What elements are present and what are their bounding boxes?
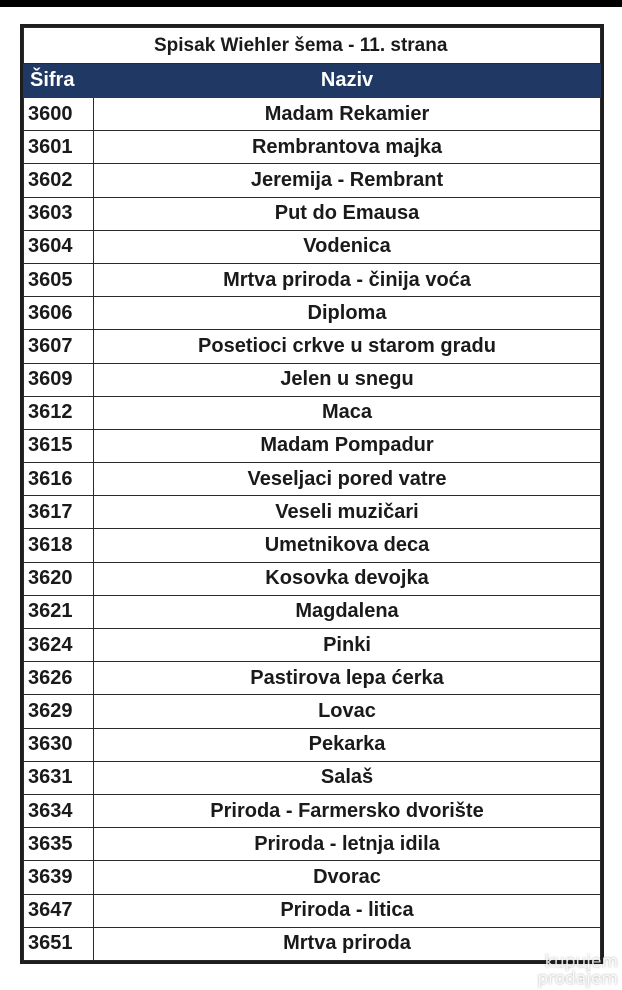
row-code: 3615 xyxy=(24,429,94,462)
row-code: 3612 xyxy=(24,396,94,429)
row-name: Rembrantova majka xyxy=(94,131,601,164)
row-name: Posetioci crkve u starom gradu xyxy=(94,330,601,363)
header-row xyxy=(24,64,601,98)
top-dark-bar xyxy=(0,0,622,7)
row-code: 3616 xyxy=(24,463,94,496)
table-row xyxy=(24,496,601,529)
row-name: Salaš xyxy=(94,761,601,794)
table-row xyxy=(24,695,601,728)
row-name: Umetnikova deca xyxy=(94,529,601,562)
table-row xyxy=(24,828,601,861)
schema-list-table xyxy=(23,27,601,961)
table-row xyxy=(24,263,601,296)
table-title: Spisak Wiehler šema - 11. strana xyxy=(24,28,601,64)
row-name: Diploma xyxy=(94,297,601,330)
row-name: Priroda - Farmersko dvorište xyxy=(94,794,601,827)
table-row xyxy=(24,164,601,197)
table-row xyxy=(24,595,601,628)
row-code: 3620 xyxy=(24,562,94,595)
row-code: 3630 xyxy=(24,728,94,761)
row-code: 3631 xyxy=(24,761,94,794)
row-name: Jeremija - Rembrant xyxy=(94,164,601,197)
table-row xyxy=(24,396,601,429)
row-name: Madam Rekamier xyxy=(94,98,601,131)
table-row xyxy=(24,629,601,662)
column-header-code: Šifra xyxy=(24,64,94,98)
watermark-logo xyxy=(537,954,618,988)
row-name: Pastirova lepa ćerka xyxy=(94,662,601,695)
table-row xyxy=(24,131,601,164)
row-code: 3609 xyxy=(24,363,94,396)
watermark-line-2: prodajem xyxy=(537,969,618,989)
row-name: Mrtva priroda xyxy=(94,927,601,960)
row-code: 3639 xyxy=(24,861,94,894)
title-row xyxy=(24,28,601,64)
row-name: Magdalena xyxy=(94,595,601,628)
row-code: 3626 xyxy=(24,662,94,695)
row-code: 3604 xyxy=(24,230,94,263)
row-name: Jelen u snegu xyxy=(94,363,601,396)
row-code: 3618 xyxy=(24,529,94,562)
column-header-name: Naziv xyxy=(94,64,601,98)
table-row xyxy=(24,861,601,894)
table-row xyxy=(24,662,601,695)
row-code: 3605 xyxy=(24,263,94,296)
row-name: Lovac xyxy=(94,695,601,728)
row-name: Put do Emausa xyxy=(94,197,601,230)
row-code: 3635 xyxy=(24,828,94,861)
watermark-line-1: kupujem xyxy=(544,952,618,972)
table-row xyxy=(24,794,601,827)
row-code: 3602 xyxy=(24,164,94,197)
row-name: Madam Pompadur xyxy=(94,429,601,462)
table-row xyxy=(24,98,601,131)
table-row xyxy=(24,894,601,927)
row-name: Priroda - litica xyxy=(94,894,601,927)
table-row xyxy=(24,363,601,396)
row-name: Maca xyxy=(94,396,601,429)
row-name: Vodenica xyxy=(94,230,601,263)
row-name: Mrtva priroda - činija voća xyxy=(94,263,601,296)
row-code: 3634 xyxy=(24,794,94,827)
row-code: 3629 xyxy=(24,695,94,728)
row-code: 3603 xyxy=(24,197,94,230)
table-row xyxy=(24,562,601,595)
row-code: 3647 xyxy=(24,894,94,927)
spreadsheet-table xyxy=(20,24,604,964)
row-name: Pekarka xyxy=(94,728,601,761)
row-name: Dvorac xyxy=(94,861,601,894)
table-row xyxy=(24,230,601,263)
table-row xyxy=(24,927,601,960)
row-code: 3601 xyxy=(24,131,94,164)
table-row xyxy=(24,330,601,363)
table-row xyxy=(24,761,601,794)
table-row xyxy=(24,463,601,496)
row-code: 3607 xyxy=(24,330,94,363)
row-code: 3617 xyxy=(24,496,94,529)
row-code: 3621 xyxy=(24,595,94,628)
row-code: 3606 xyxy=(24,297,94,330)
row-code: 3624 xyxy=(24,629,94,662)
row-code: 3600 xyxy=(24,98,94,131)
row-code: 3651 xyxy=(24,927,94,960)
table-row xyxy=(24,728,601,761)
row-name: Veseljaci pored vatre xyxy=(94,463,601,496)
table-row xyxy=(24,297,601,330)
table-row xyxy=(24,529,601,562)
row-name: Priroda - letnja idila xyxy=(94,828,601,861)
row-name: Pinki xyxy=(94,629,601,662)
row-name: Veseli muzičari xyxy=(94,496,601,529)
row-name: Kosovka devojka xyxy=(94,562,601,595)
table-row xyxy=(24,429,601,462)
table-row xyxy=(24,197,601,230)
